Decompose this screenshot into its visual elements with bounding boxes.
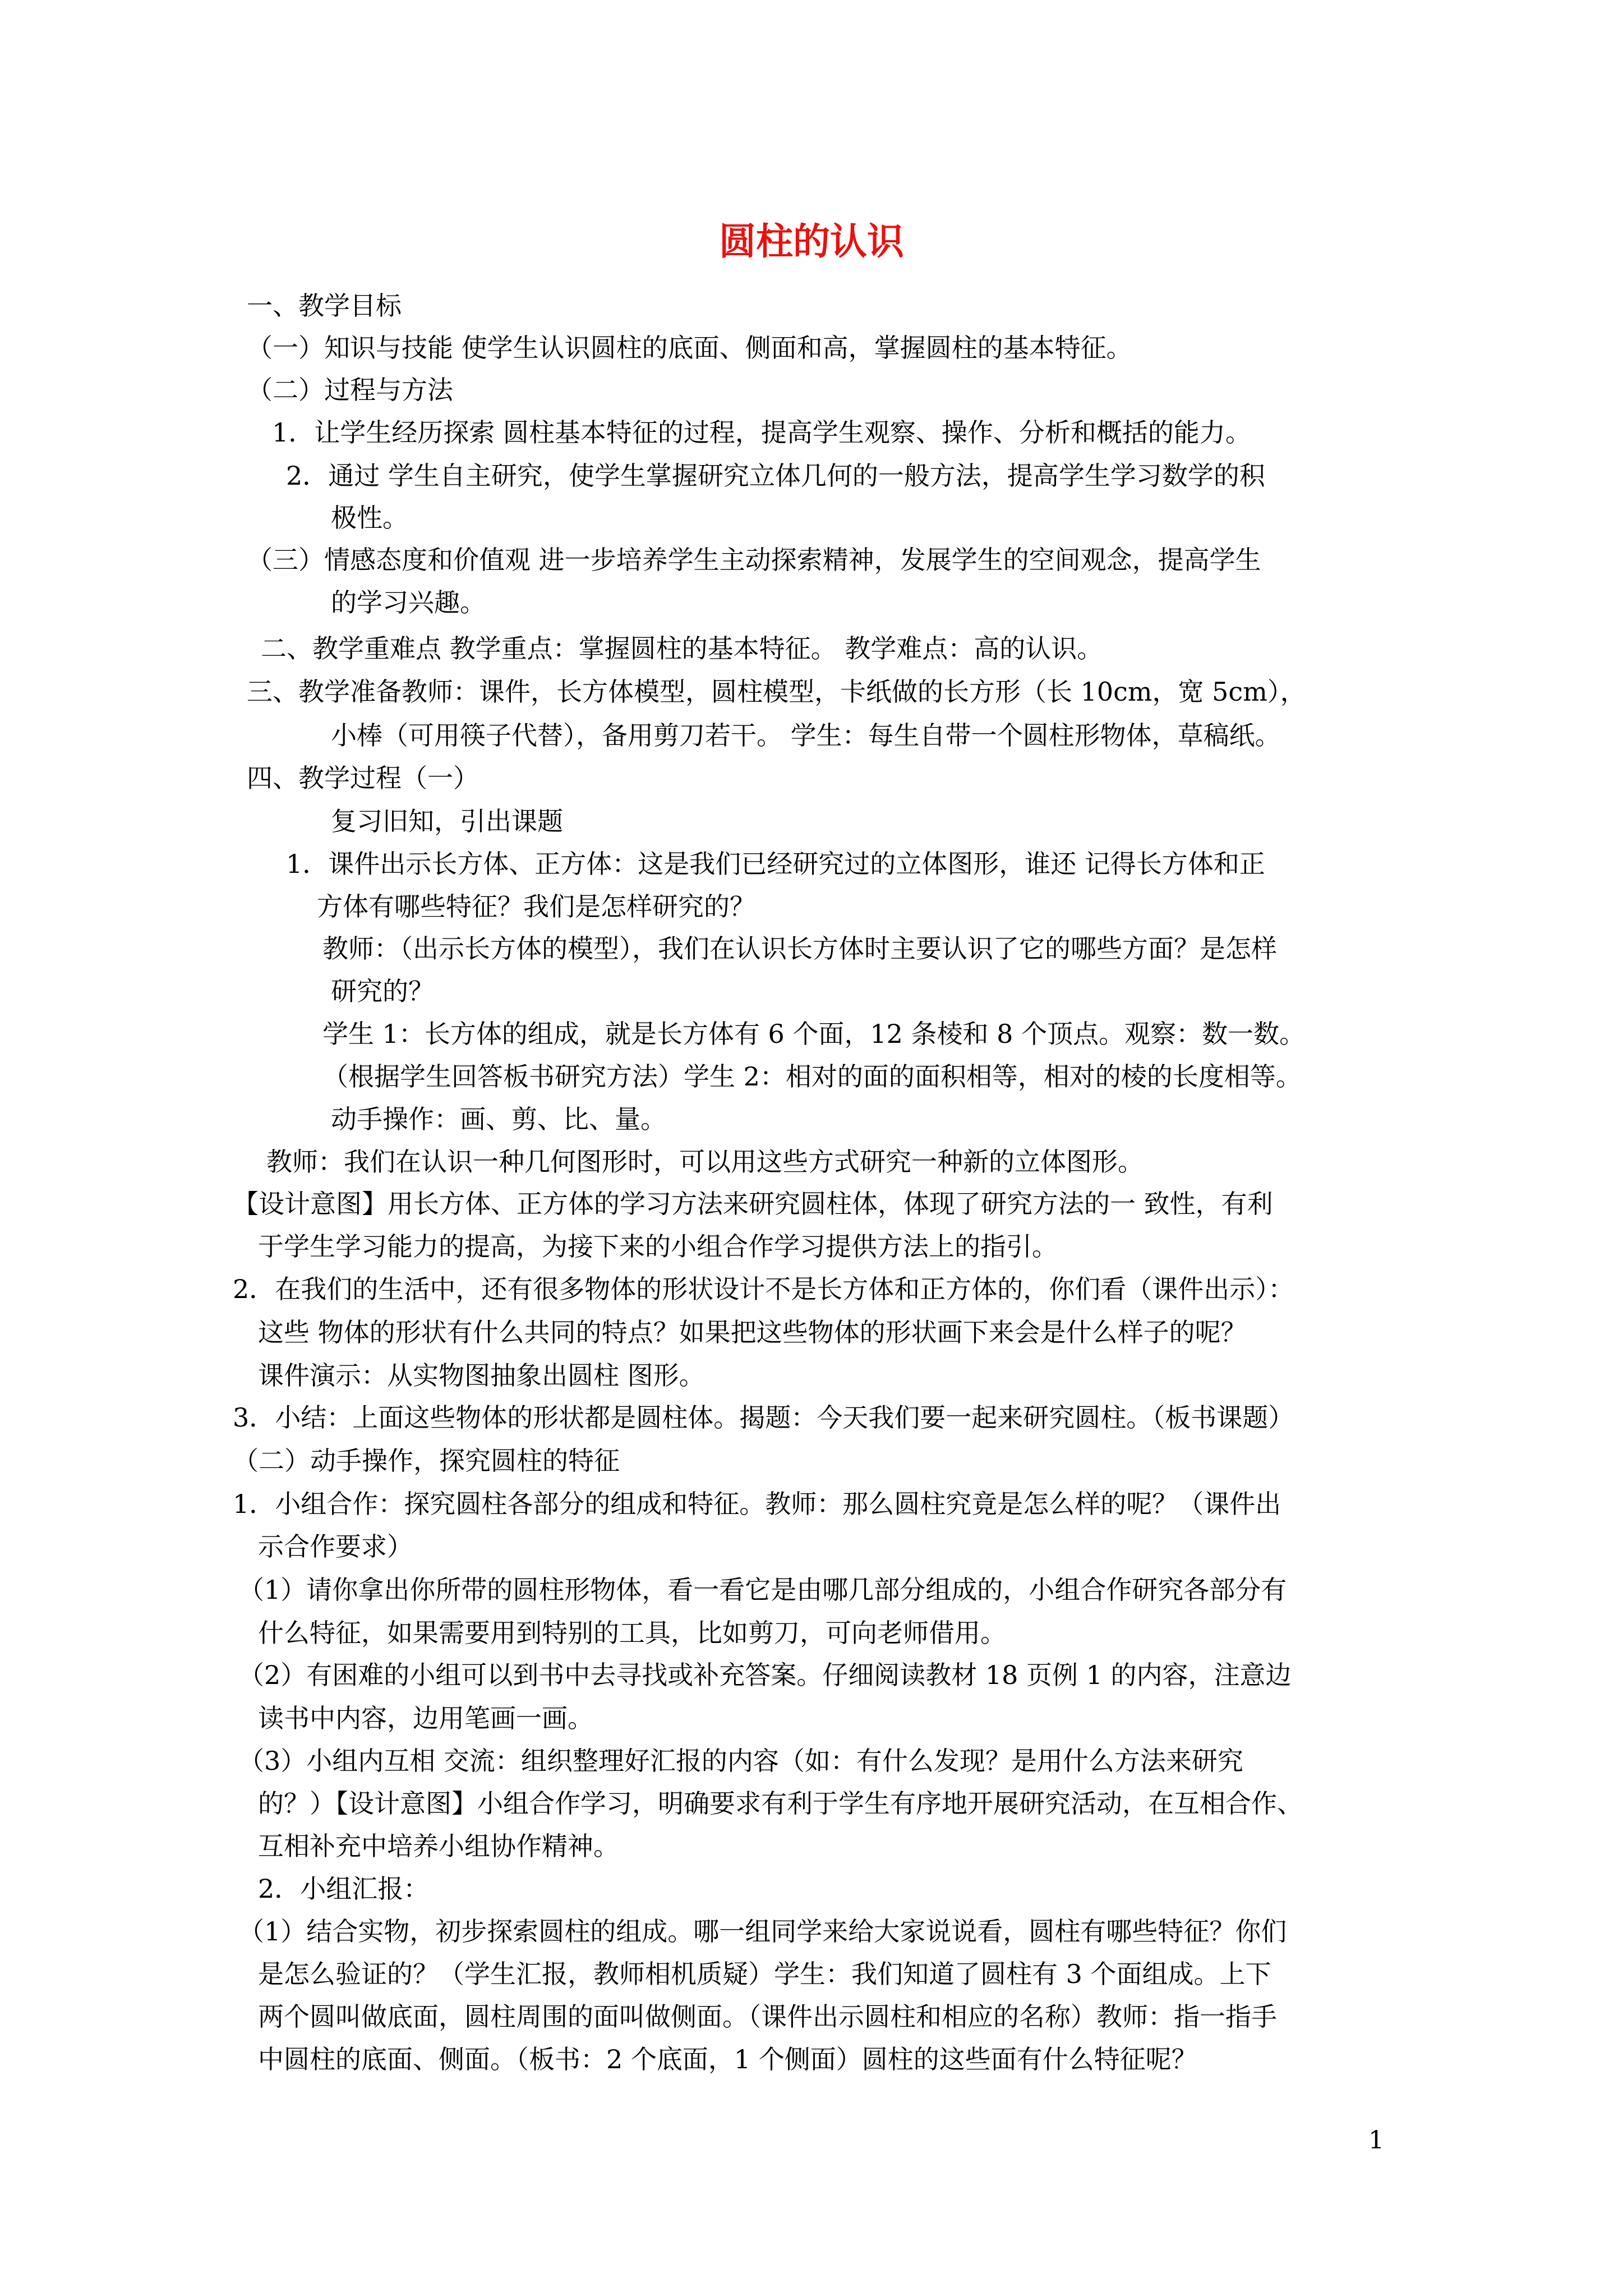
line: （3）小组内互相 交流：组织整理好汇报的内容（如：有什么发现？是用什么方法来研究 (238, 1746, 1243, 1776)
line: 方体有哪些特征？我们是怎样研究的？ (317, 891, 755, 922)
document-title: 圆柱的认识 (719, 219, 904, 263)
line: 于学生学习能力的提高，为接下来的小组合作学习提供方法上的指引。 (258, 1231, 1058, 1262)
line: 研究的？ (331, 976, 434, 1006)
line: 读书中内容，边用笔画一画。 (258, 1703, 593, 1733)
line: 极性。 (331, 503, 408, 533)
line: 一、教学目标 (247, 291, 402, 321)
line: 课件演示：从实物图抽象出圆柱 图形。 (258, 1360, 705, 1391)
line: 1．课件出示长方体、正方体：这是我们已经研究过的立体图形，谁还 记得长方体和正 (286, 849, 1265, 879)
line: （1）请你拿出你所带的圆柱形物体，看一看它是由哪几部分组成的，小组合作研究各部分有 (238, 1575, 1287, 1605)
line: 1．让学生经历探索 圆柱基本特征的过程，提高学生观察、操作、分析和概括的能力。 (272, 417, 1251, 448)
line: 教师：（出示长方体的模型），我们在认识长方体时主要认识了它的哪些方面？是怎样 (322, 933, 1277, 964)
line: （根据学生回答板书研究方法）学生 2：相对的面的面积相等，相对的棱的长度相等。 (322, 1061, 1302, 1092)
line: （1）结合实物，初步探索圆柱的组成。哪一组同学来给大家说说看，圆柱有哪些特征？你们 (238, 1916, 1287, 1947)
page-number: 1 (1368, 2126, 1384, 2155)
line: 的？）【设计意图】小组合作学习，明确要求有利于学生有序地开展研究活动，在互相合作、 (258, 1788, 1303, 1819)
line: （二）过程与方法 (247, 375, 453, 405)
line: 教师：我们在认识一种几何图形时，可以用这些方式研究一种新的立体图形。 (266, 1147, 1144, 1177)
line: 三、教学准备教师：课件，长方体模型，圆柱模型，卡纸做的长方形（长 10cm，宽 5cm）， (247, 677, 1306, 707)
line: （二）动手操作，探究圆柱的特征 (233, 1446, 620, 1476)
line: 2．小组汇报： (258, 1874, 430, 1904)
line: 2．通过 学生自主研究，使学生掌握研究立体几何的一般方法，提高学生学习数学的积 (286, 461, 1265, 491)
line: 什么特征，如果需要用到特别的工具，比如剪刀，可向老师借用。 (258, 1618, 1006, 1648)
line: （2）有困难的小组可以到书中去寻找或补充答案。仔细阅读教材 18 页例 1 的内容，注意边 (238, 1660, 1292, 1690)
line: 动手操作：画、剪、比、量。 (331, 1104, 666, 1134)
line: 3．小结：上面这些物体的形状都是圆柱体。揭题：今天我们要一起来研究圆柱。（板书课题） (233, 1402, 1294, 1433)
line: 示合作要求） (258, 1531, 413, 1562)
line: 1．小组合作：探究圆柱各部分的组成和特征。教师：那么圆柱究竟是怎么样的呢？（课件出 (233, 1489, 1281, 1519)
line: 这些 物体的形状有什么共同的特点？如果把这些物体的形状画下来会是什么样子的呢？ (258, 1317, 1247, 1347)
line: 复习旧知，引出课题 (331, 806, 563, 836)
line: 是怎么验证的？（学生汇报，教师相机质疑）学生：我们知道了圆柱有 3 个面组成。上下 (258, 1959, 1271, 1989)
line: （三）情感态度和价值观 进一步培养学生主动探索精神，发展学生的空间观念，提高学生 (247, 545, 1261, 575)
line: 【设计意图】用长方体、正方体的学习方法来研究圆柱体，体现了研究方法的一 致性，有利 (233, 1189, 1273, 1219)
line: 两个圆叫做底面，圆柱周围的面叫做侧面。（课件出示圆柱和相应的名称）教师：指一指手 (258, 2001, 1277, 2032)
line: 二、教学重难点 教学重点：掌握圆柱的基本特征。 教学难点：高的认识。 (261, 633, 1103, 664)
line: 2．在我们的生活中，还有很多物体的形状设计不是长方体和正方体的，你们看（课件出示）： (233, 1274, 1294, 1304)
line: 学生 1：长方体的组成，就是长方体有 6 个面，12 条棱和 8 个顶点。观察：数一数。 (322, 1019, 1306, 1049)
line: 中圆柱的底面、侧面。（板书：2 个底面，1 个侧面）圆柱的这些面有什么特征呢？ (258, 2044, 1197, 2074)
line: 四、教学过程（一） (247, 763, 479, 793)
line: 的学习兴趣。 (331, 587, 486, 618)
line: （一）知识与技能 使学生认识圆柱的底面、侧面和高，掌握圆柱的基本特征。 (247, 333, 1132, 363)
line: 互相补充中培养小组协作精神。 (258, 1831, 619, 1861)
line: 小棒（可用筷子代替），备用剪刀若干。 学生：每生自带一个圆柱形物体，草稿纸。 (331, 720, 1281, 751)
